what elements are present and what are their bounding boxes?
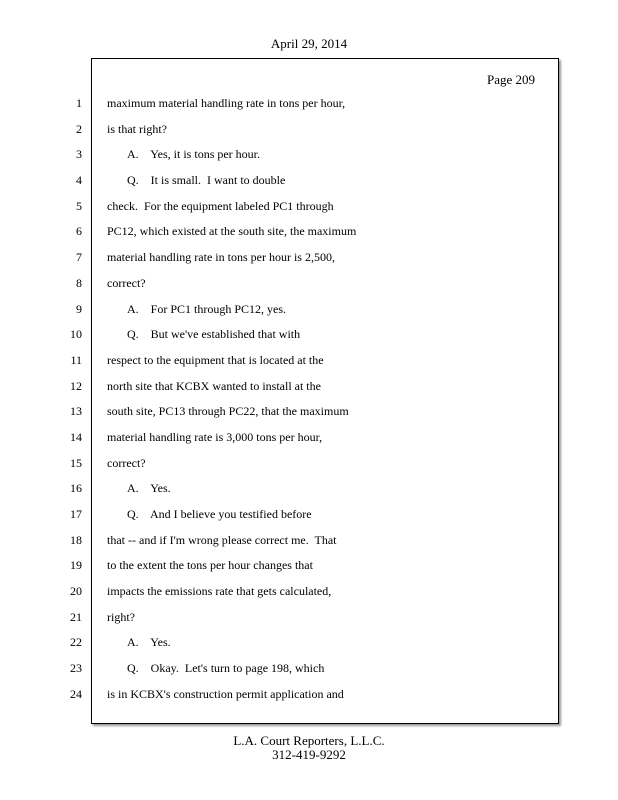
- transcript-line-answer: A. Yes.: [127, 481, 171, 496]
- transcript-line: correct?: [107, 275, 146, 290]
- line-number: 24: [70, 686, 82, 701]
- court-reporter-company: L.A. Court Reporters, L.L.C.: [233, 733, 385, 748]
- line-number: 22: [70, 635, 82, 650]
- transcript-line: maximum material handling rate in tons per hour,: [107, 96, 346, 110]
- transcript-line-answer: A. For PC1 through PC12, yes.: [127, 301, 287, 316]
- line-number: 7: [76, 250, 82, 265]
- line-number: 16: [70, 481, 82, 496]
- page-number: Page 209: [487, 72, 536, 87]
- transcript-line: that -- and if I'm wrong please correct me. That: [107, 532, 337, 547]
- footer: [0, 734, 618, 762]
- transcript-line-question: Q. And I believe you testified before: [127, 507, 312, 521]
- line-number: 6: [76, 224, 82, 239]
- line-number: 1: [76, 96, 82, 110]
- line-number: 23: [70, 661, 82, 676]
- line-number-column: [60, 95, 82, 712]
- line-number: 15: [70, 455, 82, 470]
- line-number: 18: [70, 532, 82, 547]
- transcript-line: correct?: [107, 455, 146, 470]
- line-number: 9: [76, 301, 82, 316]
- line-number: 14: [70, 429, 82, 444]
- line-number: 5: [76, 198, 82, 213]
- transcript-line-question: Q. Okay. Let's turn to page 198, which: [127, 661, 325, 676]
- court-reporter-phone: 312-419-9292: [272, 747, 346, 762]
- transcript-text: [107, 95, 547, 712]
- line-number: 10: [70, 327, 82, 342]
- line-number: 8: [76, 275, 82, 290]
- transcript-line: PC12, which existed at the south site, the maximum: [107, 224, 357, 239]
- transcript-line: material handling rate is 3,000 tons per hour,: [107, 429, 323, 444]
- transcript-line: is that right?: [107, 121, 167, 136]
- transcript-line-answer: A. Yes.: [127, 635, 171, 650]
- transcript-line-question: Q. It is small. I want to double: [127, 173, 286, 188]
- transcript-line: is in KCBX's construction permit application and: [107, 686, 344, 701]
- line-number: 20: [70, 584, 82, 599]
- transcript-line-question: Q. But we've established that with: [127, 327, 301, 342]
- line-number: 19: [70, 558, 82, 573]
- transcript-line: material handling rate in tons per hour is 2,500,: [107, 250, 335, 265]
- transcript-line-answer: A. Yes, it is tons per hour.: [127, 147, 261, 162]
- transcript-line: respect to the equipment that is located at the: [107, 352, 324, 367]
- line-number: 2: [76, 121, 82, 136]
- line-number: 4: [76, 173, 82, 188]
- transcript-line: check. For the equipment labeled PC1 through: [107, 198, 334, 213]
- line-number: 17: [70, 507, 82, 521]
- line-number: 13: [70, 404, 82, 419]
- transcript-line: north site that KCBX wanted to install at the: [107, 378, 321, 393]
- line-number: 3: [76, 147, 82, 162]
- transcript-date: April 29, 2014: [270, 36, 348, 51]
- line-number: 21: [70, 609, 82, 624]
- line-number: 11: [70, 352, 82, 367]
- transcript-line: to the extent the tons per hour changes that: [107, 558, 313, 573]
- line-number: 12: [70, 378, 82, 393]
- transcript-line: impacts the emissions rate that gets calculated,: [107, 584, 332, 599]
- transcript-line: right?: [107, 609, 135, 624]
- transcript-line: south site, PC13 through PC22, that the maximum: [107, 404, 349, 419]
